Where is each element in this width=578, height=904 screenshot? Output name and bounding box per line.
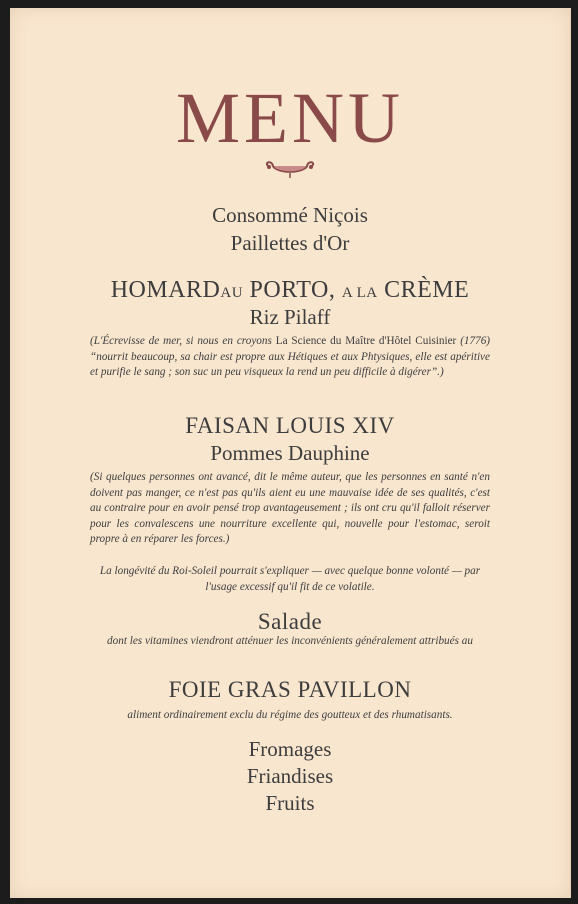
course2-note-book: La Science du Maître d'Hôtel Cuisinier	[275, 335, 457, 347]
course3-note: (Si quelques personnes ont avancé, dit le même auteur, que les personnes en santé n'en doivent pas manger, ce n'est pas qu'ils aient eu une mauvaise idée de ses qualités, c'est au contraire pour en avoir pensé trop avantageusement ; ils ont cru qu'il falloit réserver pour les convalescens une nourriture excellente qui, nouvelle pour l'estomac, seroit propre à en réparer les forces.)	[90, 471, 490, 545]
course1-line1: Consommé Niçois	[212, 203, 368, 227]
course2-note-part1: (L'Écrevisse de mer, si nous en croyons	[90, 335, 276, 347]
scroll-ornament-icon	[260, 158, 320, 182]
finale-line3: Fruits	[265, 791, 315, 815]
menu-title: MENU	[176, 78, 404, 158]
menu-page	[10, 8, 571, 898]
course3-subtitle: Pommes Dauphine	[210, 441, 370, 465]
course2-title-b: AU	[220, 285, 244, 301]
course2-title-a: HOMARD	[110, 277, 221, 303]
finale-line1: Fromages	[248, 737, 332, 761]
course2-title-d: A LA	[341, 285, 378, 301]
course2-title-c: PORTO,	[249, 277, 336, 303]
course2-title	[10, 276, 570, 307]
course3-note2: La longévité du Roi-Soleil pourrait s'expliquer — avec quelque bonne volonté — par l'usage excessif qu'il fit de ce volatile.	[99, 565, 481, 593]
finale-line2: Friandises	[246, 764, 334, 788]
course1-line2: Paillettes d'Or	[230, 231, 350, 255]
course5-title: FOIE GRAS PAVILLON	[168, 677, 412, 702]
course2-title-e: CRÈME	[384, 277, 470, 303]
course3-title: FAISAN LOUIS XIV	[185, 413, 395, 438]
course2-note-part2: (1776) “nourrit beaucoup, sa chair est propre aux Hétiques et aux Phtysiques, elle est apéritive et purifie le sang ; son suc un peu visqueux la rend un peu difficile à digérer”.)	[90, 335, 491, 378]
course5-note: aliment ordinairement exclu du régime des goutteux et des rhumatisants.	[127, 709, 453, 721]
course2-note	[90, 334, 490, 381]
course4-title: Salade	[257, 609, 323, 634]
course4-note: dont les vitamines viendront atténuer les inconvénients généralement attribués au	[107, 635, 473, 647]
course2-subtitle: Riz Pilaff	[249, 305, 331, 329]
